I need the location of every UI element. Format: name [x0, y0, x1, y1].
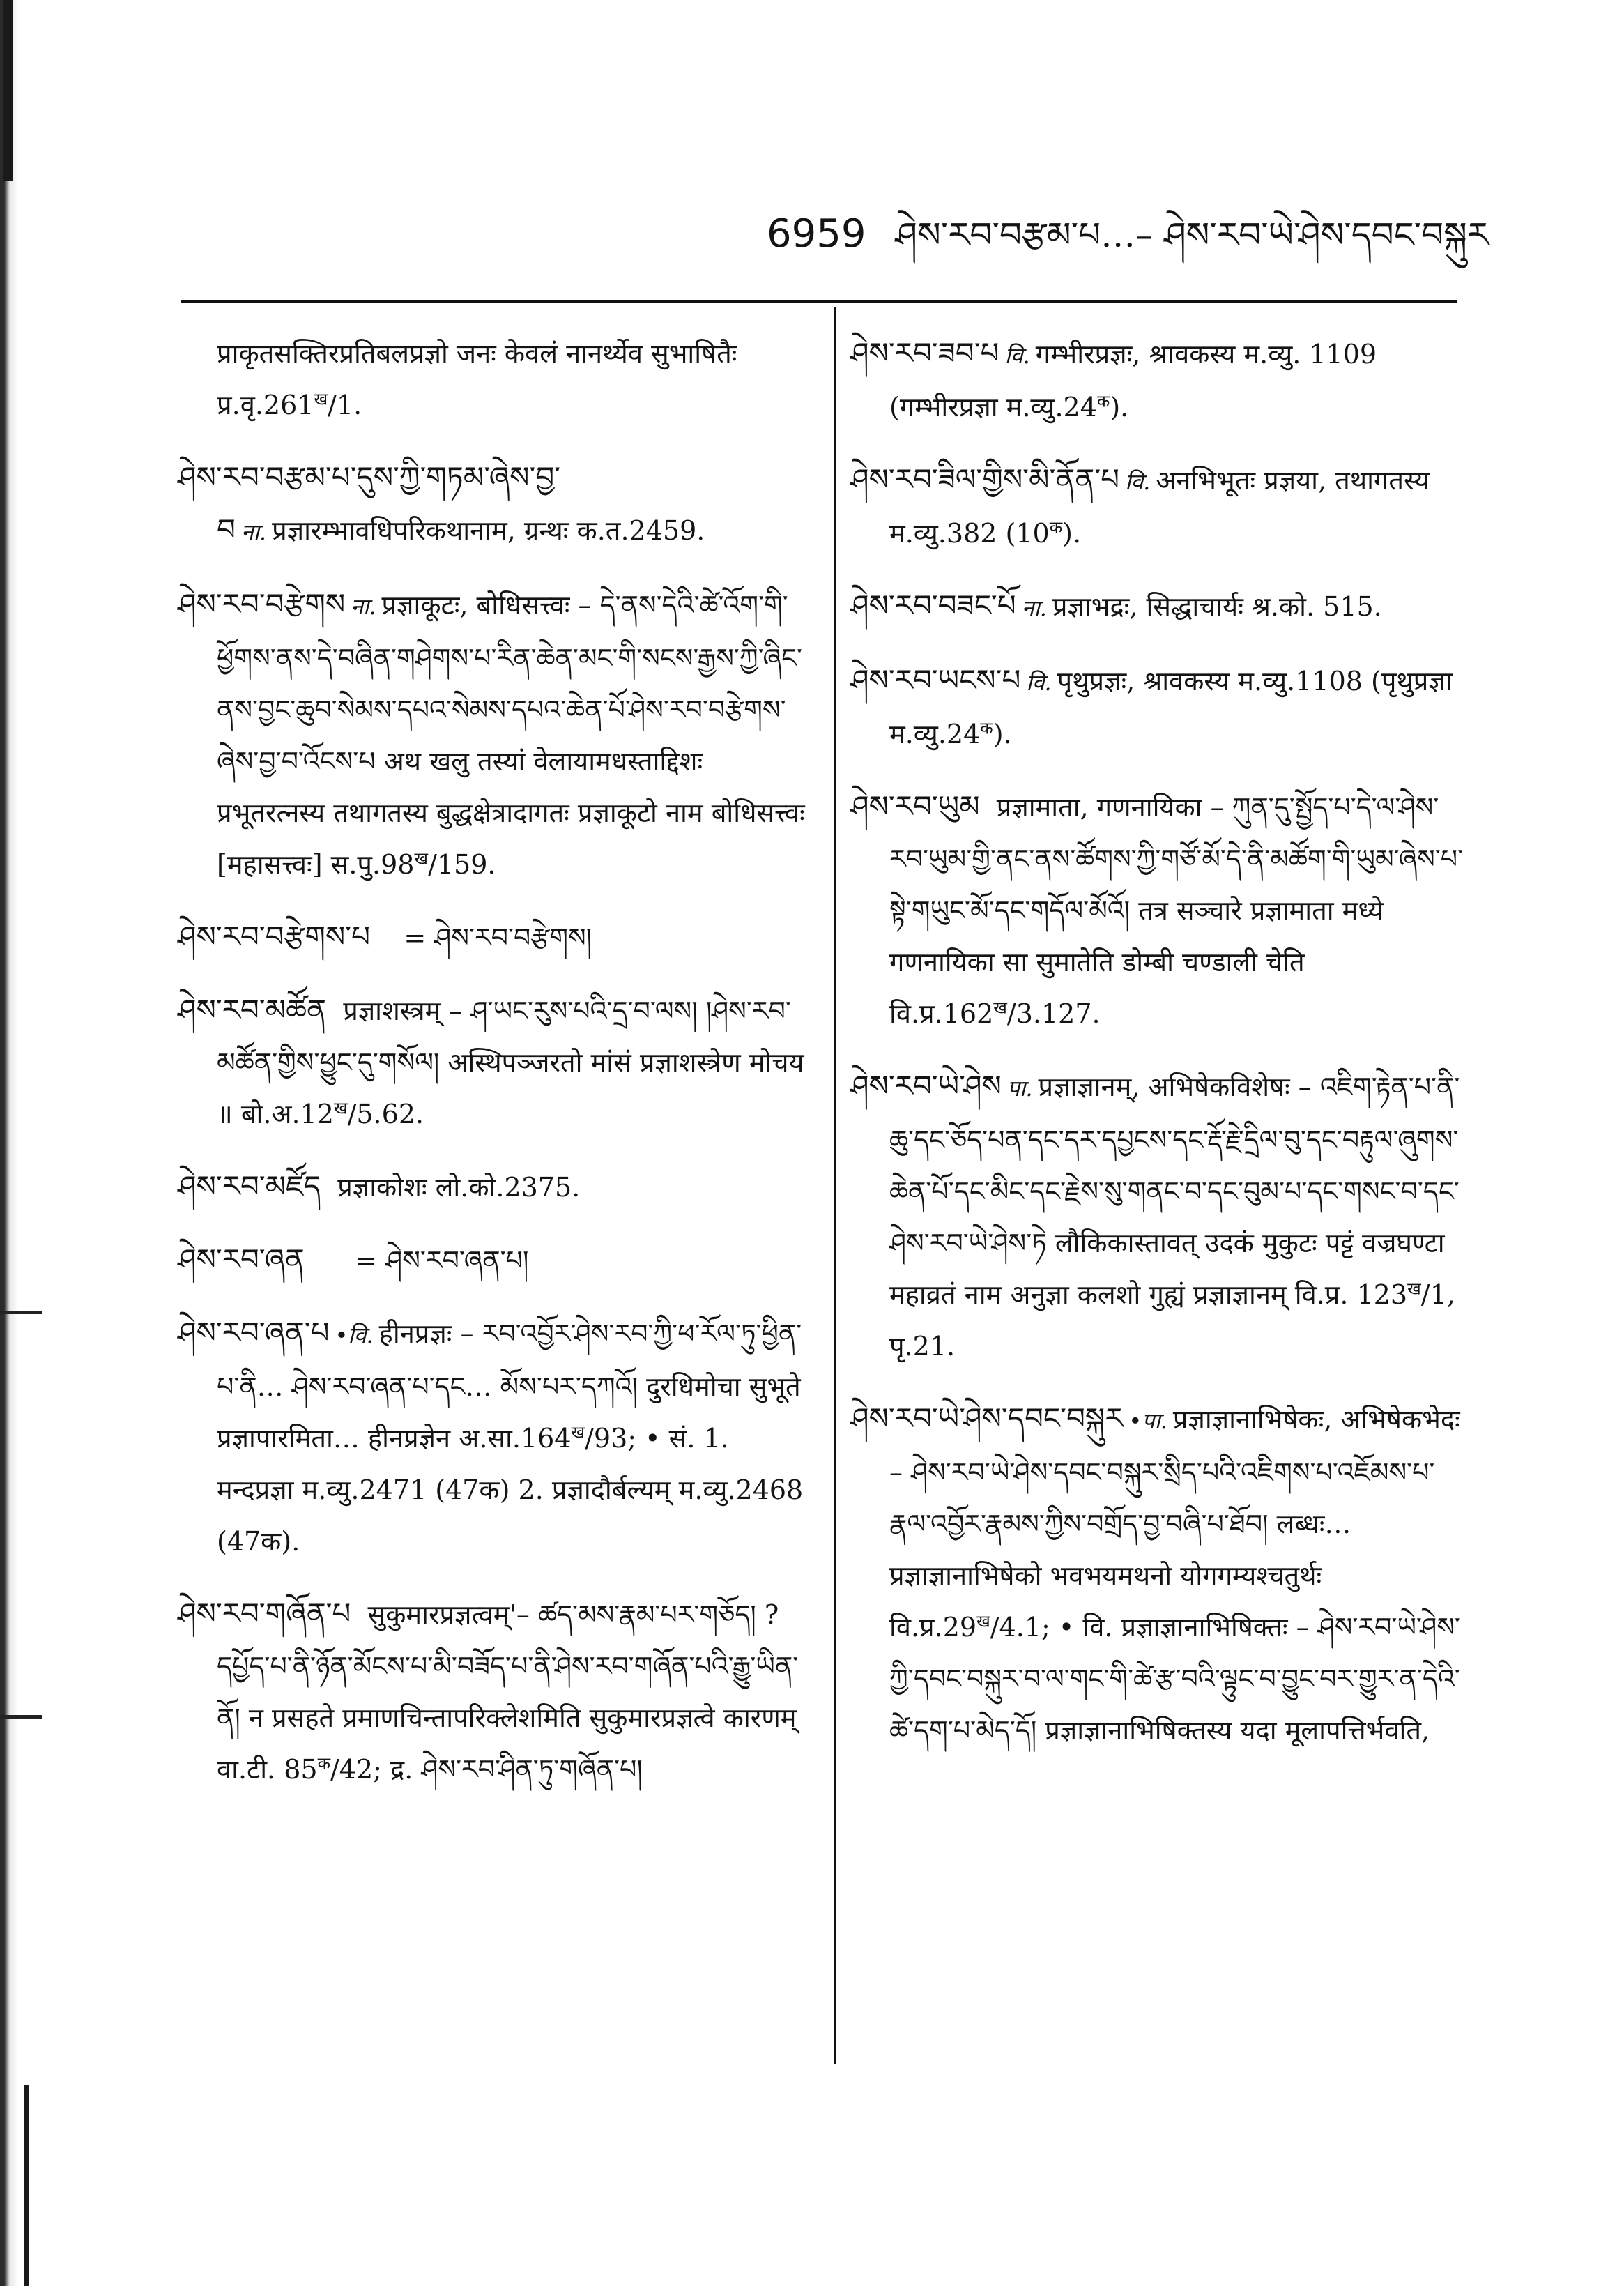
folio-mark: क [1049, 517, 1063, 538]
entry-reference: ). [1062, 518, 1082, 549]
dictionary-entry [178, 1234, 805, 1286]
entry-reference: /159. [428, 849, 496, 880]
folio-mark: ख [414, 848, 429, 869]
scan-tick [0, 1715, 42, 1719]
dictionary-entry [850, 1393, 1471, 1756]
folio-mark: ख [993, 998, 1007, 1018]
scan-mark [3, 0, 13, 181]
dictionary-entry [178, 911, 805, 963]
dictionary-entry [850, 781, 1471, 1039]
scan-mark [24, 2085, 29, 2286]
header-rule [181, 300, 1457, 303]
headword: ཤེས་རབ་ཡེ་ཤེས [850, 1069, 1002, 1103]
grammar-label: वि. [1125, 468, 1151, 495]
headword: ཤེས་རབ་ཡུམ [850, 789, 980, 823]
dictionary-entry [850, 1060, 1471, 1372]
headword: ཤེས་རབ་མཛོད [178, 1169, 321, 1203]
grammar-label: ना. [1021, 595, 1047, 621]
grammar-label: पा. [1006, 1075, 1033, 1102]
entry-reference: /1, पृ.21. [889, 1279, 1455, 1362]
entry-text: = ཤེས་རབ་བརྩེགས། [404, 922, 592, 953]
entry-text: प्रज्ञामाता, गणनायिका – ཀུན་དུ་སྤྱོད་པ་དེ་ལ་ཤེས་རབ་ཡུམ་གྱི་ནང་ནས་ཚོགས་ཀྱི་གཙོ་མོ་དེ་ནི་མཚོག་གི་ཡུམ་ཞེས་པ་སྟེ་གཡུང་མོ་དང་གདོལ་མོའོ། तत्र सञ्चारे प्रज्ञामाता मध्ये गणनायिका सा सुमातेति डोम्बी चण्डाली चेति वि.प्र.162 [889, 792, 1464, 1029]
entry-reference: /93; • सं. 1. मन्दप्रज्ञा म.व्यु.2471 (47क) 2. प्रज्ञादौर्बल्यम् म.व्यु.2468 (47क). [217, 1423, 804, 1557]
folio-mark: ख [333, 1098, 348, 1118]
entry-text: प्रज्ञाज्ञानम्, अभिषेकविशेषः – འཇིག་རྟེན་པ་ནི་ཆུ་དང་ཅོད་པན་དང་དར་དཔྱངས་དང་རྡོ་རྗེ་དྲིལ་བུ་དང་བརྟུལ་ཞུགས་ཆེན་པོ་དང་མིང་དང་རྗེས་སུ་གནང་བ་དང་བུམ་པ་དང་གསང་བ་དང་ཤེས་རབ་ཡེ་ཤེས་ཏེ लौकिकास्तावत् उदकं मुकुटः पट्टं वज्रघण्टा महाव्रतं नाम अनुज्ञा कलशो गुह्यं प्रज्ञाज्ञानम् वि.प्र. 123 [889, 1072, 1460, 1310]
folio-mark: ख [1407, 1279, 1421, 1299]
headword: ཤེས་རབ་བརྩམ་པ་དུས་ཀྱི་གཏམ་ཞེས་བྱ་བ [178, 460, 561, 547]
entry-text: प्रज्ञाकूटः, बोधिसत्त्वः – དེ་ནས་དེའི་ཚེ་འོག་གི་ཕྱོགས་ནས་དེ་བཞིན་གཤེགས་པ་རིན་ཆེན་མང་གི་སངས་རྒྱས་ཀྱི་ཞིང་ནས་བྱང་ཆུབ་སེམས་དཔའ་སེམས་དཔའ་ཆེན་པོ་ཤེས་རབ་བརྩེགས་ཞེས་བྱ་བ་འོངས་པ अथ खलु तस्यां वेलायामधस्ताद्दिशः प्रभूतरत्नस्य तथागतस्य बुद्धक्षेत्रादागतः प्रज्ञाकूटो नाम बोधिसत्त्वः [महासत्त्वः] स.पु.98 [217, 590, 805, 880]
grammar-label: •वि. [335, 1322, 374, 1348]
folio-mark: ख [314, 389, 328, 409]
folio-mark: क [317, 1753, 330, 1774]
dictionary-entry [178, 1588, 805, 1795]
entry-reference: /1. [328, 390, 362, 420]
grammar-label: •पा. [1128, 1408, 1167, 1434]
running-head-title: ཤེས་རབ་བརྩམ་པ…– ཤེས་རབ་ཡེ་ཤེས་དབང་བསྐུར [895, 215, 1489, 255]
headword: ཤེས་རབ་མཚོན [178, 993, 327, 1027]
headword: ཤེས་རབ་ཟབ་པ [850, 336, 999, 370]
folio-mark: ख [976, 1611, 990, 1631]
headword: ཤེས་རབ་ཡངས་པ [850, 663, 1021, 697]
headword: ཤེས་རབ་བཟང་པོ [850, 588, 1016, 623]
entry-text: प्रज्ञाज्ञानाभिषेकः, अभिषेकभेदः – ཤེས་རབ་ཡེ་ཤེས་དབང་བསྐུར་སྲིད་པའི་འཇིགས་པ་འཇོམས་པ་རྣལ་འབྱོར་རྣམས་ཀྱིས་བགྲོད་བྱ་བཞི་པ་ཐོབ། लब्धः…प्रज्ञाज्ञानाभिषेको भवभयमथनो योगगम्यश्चतुर्थः वि.प्र.29 [889, 1404, 1460, 1643]
entry-text: प्रज्ञाभद्रः, सिद्धाचार्यः श्र.को. 515. [1052, 591, 1382, 622]
folio-mark: क [980, 718, 993, 738]
entry-reference: ). [1110, 392, 1129, 422]
entry-text: सुकुमारप्रज्ञत्वम्'– ཚད་མས་རྣམ་པར་གཅོད། ? དཔྱོད་པ་ནི་ཉོན་མོངས་པ་མི་བཟོད་པ་ནི་ཤེས་རབ་གཞོན་པའི་རྒྱུ་ཡིན་ནོ། न प्रसहते प्रमाणचिन्तापरिक्लेशमिति सुकुमारप्रज्ञत्वे कारणम् वा.टी. 85 [217, 1599, 799, 1785]
entry-text: प्रज्ञाकोशः लो.को.2375. [337, 1172, 581, 1203]
headword: ཤེས་རབ་ཟིལ་གྱིས་མི་ནོན་པ [850, 462, 1120, 496]
folio-mark: ख [571, 1422, 585, 1442]
entry-reference: /42; द्र. ཤེས་རབ་ཤིན་ཏུ་གཞོན་པ། [330, 1754, 643, 1785]
right-column [850, 328, 1471, 1777]
headword: ཤེས་རབ་གཞོན་པ [178, 1597, 351, 1631]
entry-text: प्रज्ञाशस्त्रम् – ཤ་ཡང་རུས་པའི་དྲ་བ་ལས། །ཤེས་རབ་མཚོན་གྱིས་ཕྱུང་དུ་གསོལ། अस्थिपञ्जरतो मांसं प्रज्ञाशस्त्रेण मोचय ॥ बो.अ.12 [217, 996, 804, 1129]
scan-tick [0, 1311, 42, 1314]
entry-reference: ). [993, 719, 1012, 749]
entry-text: गम्भीरप्रज्ञः, श्रावकस्य म.व्यु. 1109 (गम्भीरप्रज्ञा म.व्यु.24 [889, 339, 1377, 422]
column-divider [834, 307, 836, 2064]
entry-text: = ཤེས་རབ་ཞན་པ། [355, 1245, 529, 1276]
grammar-label: वि. [1026, 669, 1052, 696]
grammar-label: ना. [351, 593, 376, 620]
dictionary-entry [178, 328, 805, 431]
entry-reference: /4.1; • वि. प्रज्ञाज्ञानाभिषिक्तः – ཤེས་རབ་ཡེ་ཤེས་ཀྱི་དབང་བསྐུར་བ་ལ་གང་གི་ཚེ་རྩ་བའི་ལྟུང་བ་བྱུང་བར་གྱུར་ན་དེའི་ཚེ་དག་པ་མེད་དོ། प्रज्ञाज्ञानाभिषिक्तस्य यदा मूलापत्तिर्भवति, [889, 1612, 1460, 1746]
folio-mark: क [1096, 391, 1110, 411]
grammar-label: वि. [1004, 342, 1030, 369]
entry-text: प्राकृतसक्तिरप्रतिबलप्रज्ञो जनः केवलं नानर्थ्येव सुभाषितैः प्र.वृ.261 [217, 338, 737, 420]
dictionary-entry [178, 1161, 805, 1213]
dictionary-entry [850, 454, 1471, 559]
dictionary-entry [178, 1307, 805, 1567]
entry-text: प्रज्ञारम्भावधिपरिकथानाम, ग्रन्थः क.त.2459. [272, 515, 705, 546]
headword: ཤེས་རབ་བརྩེགས [178, 587, 346, 621]
dictionary-entry [178, 579, 805, 890]
dictionary-entry [178, 452, 805, 558]
grammar-label: ना. [240, 519, 267, 545]
left-column [178, 328, 805, 1816]
headword: ཤེས་རབ་ཞན་པ [178, 1316, 330, 1350]
dictionary-entry [178, 984, 805, 1140]
entry-reference: /3.127. [1006, 998, 1101, 1029]
running-head [767, 197, 1506, 294]
dictionary-entry [850, 328, 1471, 433]
entry-text: हीनप्रज्ञः – རབ་འབྱོར་ཤེས་རབ་ཀྱི་ཕ་རོལ་ཏུ་ཕྱིན་པ་ནི… ཤེས་རབ་ཞན་པ་དང… མོས་པར་དཀའོ། दुरधिमोचा सुभूते प्रज्ञापारमिता… हीनप्रज्ञेन अ.सा.164 [217, 1318, 802, 1454]
headword: ཤེས་རབ་ཞན [178, 1242, 305, 1277]
entry-reference: /5.62. [347, 1099, 424, 1129]
entry-text: अनभिभूतः प्रज्ञया, तथागतस्य म.व्यु.382 (10 [889, 465, 1430, 549]
dictionary-entry [850, 655, 1471, 760]
dictionary-entry [850, 580, 1471, 634]
entry-text: पृथुप्रज्ञः, श्रावकस्य म.व्यु.1108 (पृथुप्रज्ञा म.व्यु.24 [889, 666, 1453, 749]
headword: ཤེས་རབ་བརྩེགས་པ [178, 920, 371, 954]
page-number: 6959 [767, 211, 866, 257]
scan-edge [0, 0, 18, 2286]
headword: ཤེས་རབ་ཡེ་ཤེས་དབང་བསྐུར [850, 1401, 1124, 1435]
